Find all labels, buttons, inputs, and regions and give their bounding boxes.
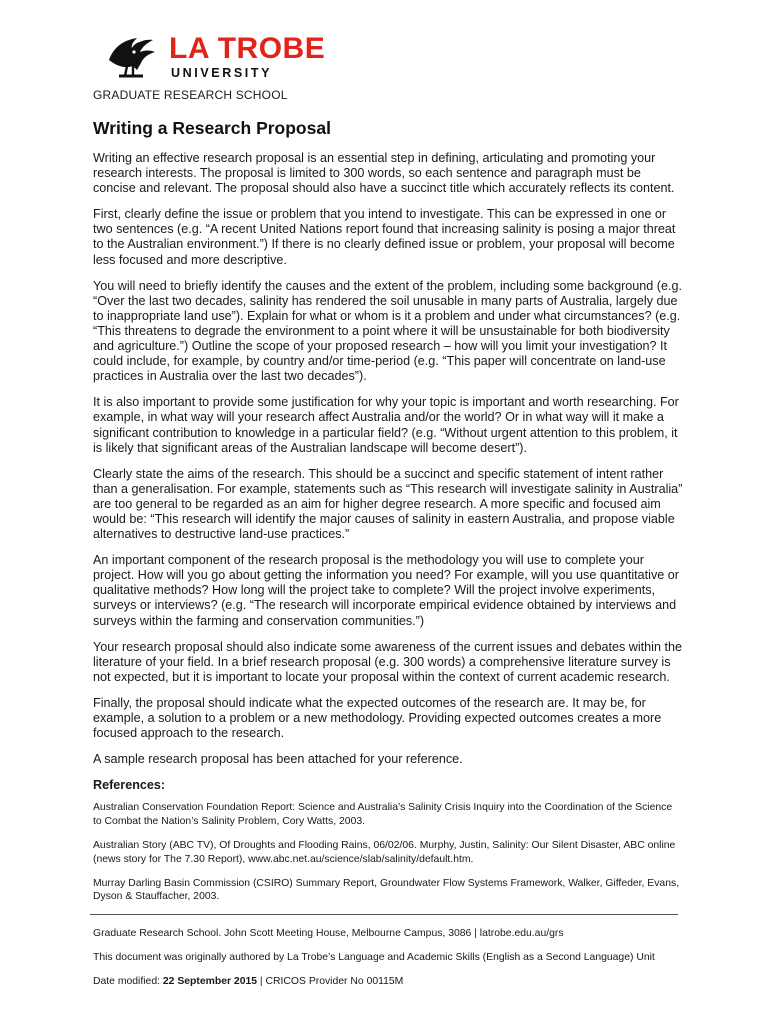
eagle-logo-icon <box>103 30 159 82</box>
paragraph: It is also important to provide some justification for why your topic is important and worth researching. For example, in what way will your research affect Australia and/or the world? Or in what way will it make a significant contribution to knowledge in a particular field? (e.g. “Without urgent attention to this problem, it is likely that significant areas of the Australian landscape will become desert”). <box>93 395 679 455</box>
paragraph: You will need to briefly identify the causes and the extent of the problem, including some background (e.g. “Over the last two decades, salinity has rendered the soil unusable in many parts of Australia, largely due to inappropriate land use”). Explain for what or whom is it a problem and under what circumstances? (e.g. “This threatens to degrade the environment to a point where it will be unsustainable for both biodiversity and agriculture.”) Outline the scope of your proposed research – how will you limit your investigation? It could include, for example, by country and/or time-period (e.g. “This paper will concentrate on land-use practices in Australia over the last two decades”). <box>93 278 683 384</box>
footer-authorship: This document was originally authored by La Trobe’s Language and Academic Skills (English as a Second Language) Unit <box>93 952 655 963</box>
reference-item: Australian Conservation Foundation Report: Science and Australia’s Salinity Crisis Inquiry into the Coordination of the Science to Combat the Nation’s Salinity Problem, Cory Watts, 2003. <box>93 802 673 827</box>
date-label: Date modified: <box>93 976 163 987</box>
paragraph: Your research proposal should also indicate some awareness of the current issues and debates within the literature of your field. In a brief research proposal (e.g. 300 words) a comprehensive literature survey is not expected, but it is important to locate your proposal within the context of current academic research. <box>93 639 682 684</box>
footer-date-line <box>93 975 683 988</box>
school-name: GRADUATE RESEARCH SCHOOL <box>93 88 288 102</box>
footer <box>93 927 683 999</box>
paragraph: Clearly state the aims of the research. This should be a succinct and specific statement of intent rather than a generalisation. For example, statements such as “This research will investigate salinity in Australia” are too general to be regarded as an aim for higher degree research. A more specific and focused aim would be: “This research will identify the major causes of salinity in eastern Australia, and propose viable alternatives to destructive land-use practices.” <box>93 466 683 542</box>
paragraph: A sample research proposal has been attached for your reference. <box>93 752 463 767</box>
document-body <box>93 151 683 915</box>
paragraph: First, clearly define the issue or problem that you intend to investigate. This can be expressed in one or two sentences (e.g. “A recent United Nations report found that increasing salinity is posing a major threat to the Australian environment.”) If there is no clearly defined issue or problem, your proposal will become less focused and more descriptive. <box>93 207 676 267</box>
university-logo <box>103 30 326 82</box>
footer-divider <box>90 914 678 915</box>
reference-item: Murray Darling Basin Commission (CSIRO) Summary Report, Groundwater Flow Systems Framework, Walker, Giffeder, Evans, Dyson & Stauffacher, 2003. <box>93 878 680 903</box>
document-title: Writing a Research Proposal <box>93 118 331 138</box>
paragraph: Finally, the proposal should indicate what the expected outcomes of the research are. It may be, for example, a solution to a problem or a new methodology. Providing expected outcomes creates a more focused approach to the research. <box>93 695 662 741</box>
logo-subtitle: UNIVERSITY <box>171 66 273 80</box>
cricos-provider: | CRICOS Provider No 00115M <box>257 976 404 987</box>
logo-title: LA TROBE <box>169 32 326 65</box>
paragraph: An important component of the research proposal is the methodology you will use to complete your project. How will you go about getting the information you need? For example, will you use quantitative or qualitative methods? How long will the project take to complete? Will the project involve experiments, surveys or interviews? (e.g. “The research will incorporate empirical evidence obtained by interviews and surveys within the farming and conservation communities.”) <box>93 553 679 628</box>
references-heading: References: <box>93 778 166 793</box>
paragraph: Writing an effective research proposal is an essential step in defining, articulating and promoting your research interests. The proposal is limited to 300 words, so each sentence and paragraph must be concise and relevant. The proposal should also have a succinct title which accurately reflects its content. <box>93 151 675 196</box>
date-value: 22 September 2015 <box>162 976 258 987</box>
footer-address: Graduate Research School. John Scott Meeting House, Melbourne Campus, 3086 | latrobe.edu.au/grs <box>93 928 564 939</box>
reference-item: Australian Story (ABC TV), Of Droughts and Flooding Rains, 06/02/06. Murphy, Justin, Salinity: Our Silent Disaster, ABC online (news story for The 7.30 Report), www.abc.net.au/science/slab/salinity/default.htm. <box>93 840 676 865</box>
